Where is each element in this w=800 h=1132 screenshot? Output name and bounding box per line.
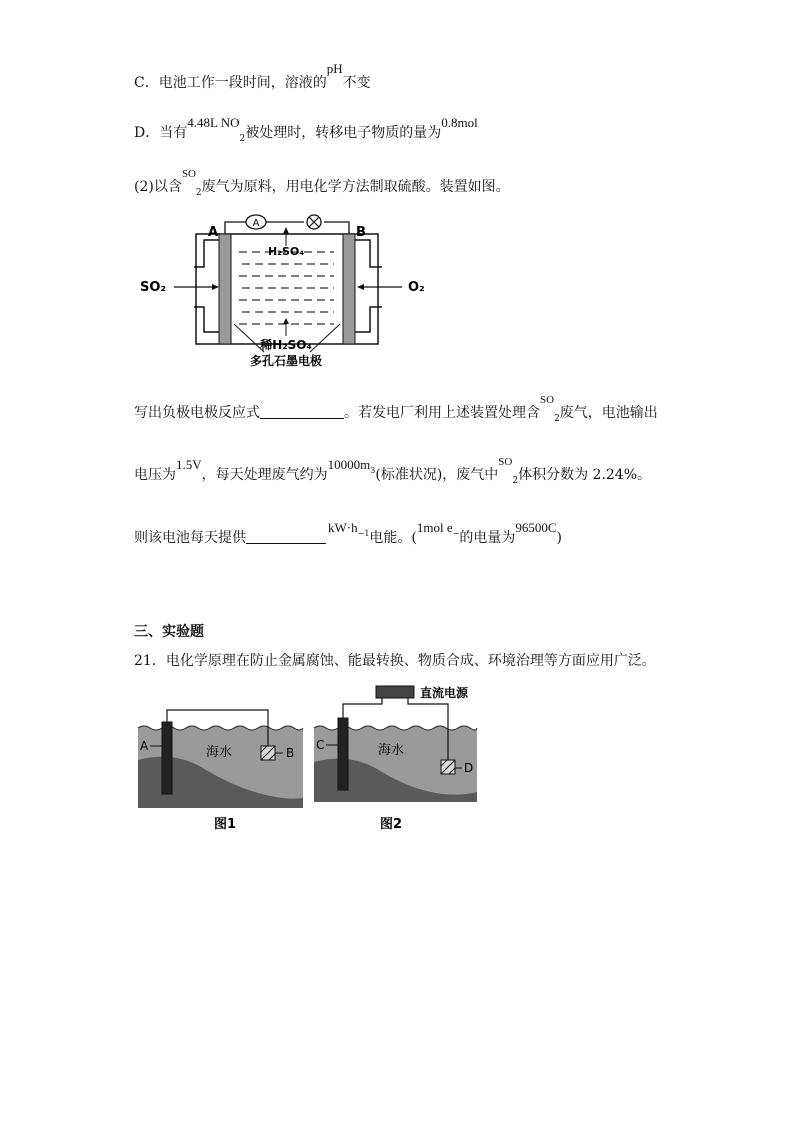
o2-label: O₂ [408, 280, 425, 295]
option-d-middle: 被处理时，转移电子物质的量为 [245, 125, 442, 141]
acid-top-label: H₂SO₄ [267, 245, 305, 258]
q2-text1-middle: 。若发电厂利用上述装置处理含 [344, 405, 540, 421]
question-21: 21．电化学原理在防止金属腐蚀、能最转换、物质合成、环境治理等方面应用广泛。 [134, 653, 656, 669]
fig2-water-label: 海水 [378, 743, 405, 758]
q2-text2-middle2: (标准状况)，废气中 [375, 467, 499, 483]
q2-text3-math2: 1mol e [416, 520, 453, 535]
q2-text2-prefix: 电压为 [134, 467, 176, 483]
fig2-label-d: D [464, 761, 474, 775]
answer-blank-1[interactable] [260, 404, 344, 419]
q2-text2-suffix: 体积分数为 2.24%。 [518, 467, 652, 483]
q2-text2-math2: 10000m [327, 457, 371, 472]
corrosion-figure-2 [312, 682, 482, 835]
option-c-prefix: C．电池工作一段时间，溶液的 [134, 75, 327, 91]
q2-text3-prefix: 则该电池每天提供 [134, 530, 246, 546]
q2-text3-sup1: −1 [357, 529, 370, 538]
section-heading: 三、实验题 [134, 624, 204, 640]
option-d-math1: 4.48L NO [187, 115, 240, 130]
caption-porous-graphite: 多孔石墨电极 [249, 354, 323, 368]
q2-suffix: 废气为原料，用电化学方法制取硫酸。装置如图。 [201, 179, 510, 195]
so2-label: SO₂ [140, 280, 167, 295]
q2-text1-prefix: 写出负极电极反应式 [134, 405, 260, 421]
q2-text-line3 [134, 520, 562, 547]
option-c-suffix: 不变 [342, 75, 371, 91]
option-c-math: pH [326, 61, 343, 76]
q2-text2-middle1: ，每天处理废气约为 [201, 467, 328, 483]
fuel-cell-diagram [134, 212, 444, 372]
q2-text1-suffix: 废气，电池输出 [559, 405, 658, 421]
electrode-c [338, 718, 348, 790]
right-electrode [343, 234, 355, 344]
fig2-power-label: 直流电源 [420, 686, 469, 700]
q2-sub: 2 [195, 188, 202, 198]
q2-text2-sub3: 2 [512, 476, 519, 486]
q2-math: SO [181, 168, 196, 180]
q2-text3-middle: 电能。( [369, 530, 417, 546]
q2-text2-math1: 1.5V [176, 457, 202, 472]
q2-text3-sup2: − [452, 529, 460, 538]
lamp-icon [307, 215, 321, 229]
fig2-label-c: C [316, 738, 325, 752]
q2-text3-math3: 96500C [515, 520, 557, 535]
option-d-sub1: 2 [239, 134, 246, 144]
ammeter-label: A [252, 218, 260, 229]
q2-text3-suffix: ) [556, 530, 562, 546]
caption-dilute-acid: 稀H₂SO₄ [260, 338, 312, 352]
q2-text-line2 [134, 456, 652, 486]
fig1-caption: 图1 [214, 817, 237, 832]
left-electrode [219, 234, 231, 344]
option-d-prefix: D．当有 [134, 125, 188, 141]
fig1-label-b: B [286, 746, 295, 760]
q2-text-line1 [134, 394, 658, 424]
option-c [134, 61, 371, 92]
fig2-caption: 图2 [380, 817, 403, 832]
q2-prefix: (2)以含 [134, 179, 182, 195]
corrosion-figure-1 [136, 700, 306, 835]
q2-text3-middle2: 的电量为 [459, 530, 516, 546]
q2-text1-sub: 2 [554, 414, 560, 424]
dc-power-supply [376, 686, 414, 698]
q2-text3-math1: kW·h [328, 520, 358, 535]
electrode-b-label: B [356, 225, 366, 240]
electrode-a-label: A [208, 225, 219, 240]
q2-text2-math3: SO [498, 456, 513, 468]
q2-text1-math: SO [540, 394, 555, 406]
fig1-label-a: A [140, 739, 149, 753]
option-d-math2: 0.8mol [441, 115, 478, 130]
q2-text2-sup2: 3 [370, 466, 376, 475]
answer-blank-2[interactable] [246, 529, 326, 544]
option-d [134, 115, 478, 144]
fig1-water-label: 海水 [206, 745, 233, 760]
electrode-a [162, 722, 172, 794]
question-2-intro [134, 168, 510, 198]
